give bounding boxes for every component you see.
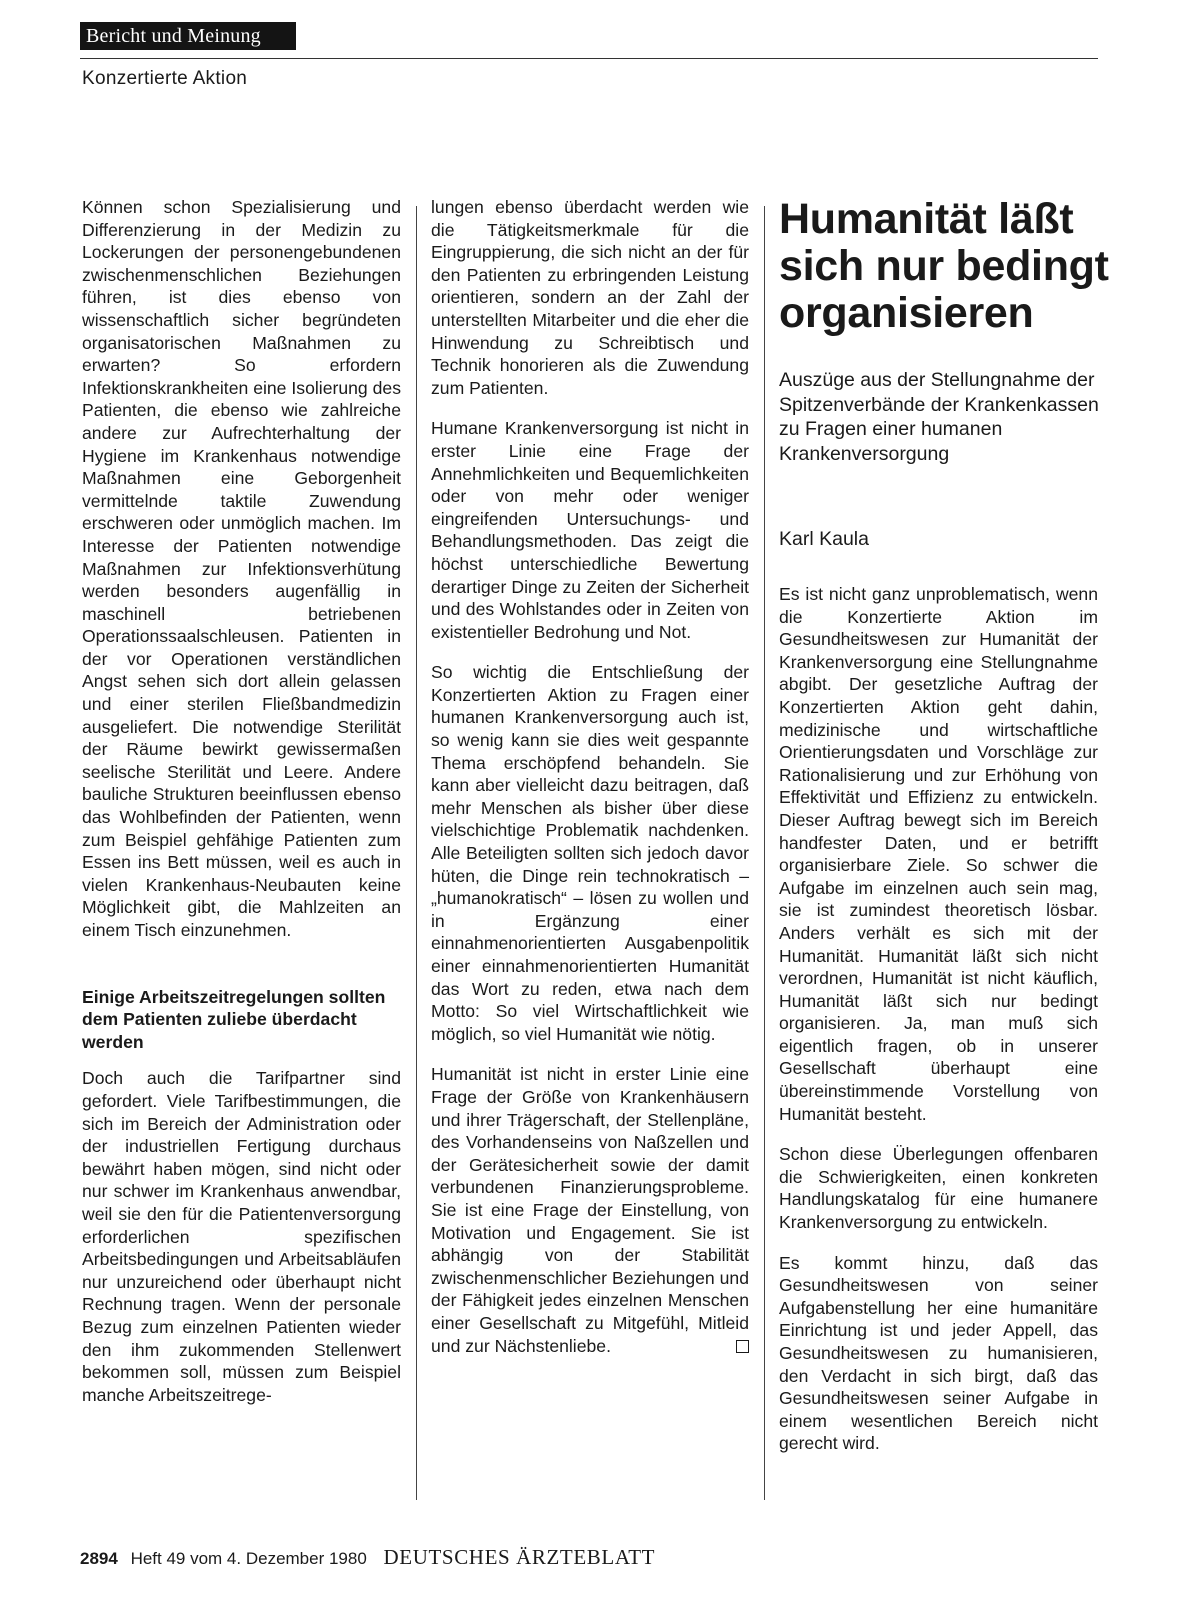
article-author: Karl Kaula (779, 528, 869, 550)
page-number: 2894 (80, 1549, 118, 1568)
paragraph: Humane Krankenversorgung ist nicht in erster Linie eine Frage der Annehmlichkeiten und Bequemlichkeiten oder von mehr oder weniger eingreifenden Untersuchungs- und Behandlungsmethoden. Das zeigt die höchst unterschiedliche Bewertung derartiger Dinge zu Zeiten der Sicherheit und des Wohlstandes oder in Zeiten von existentieller Bedrohung und Not. (431, 418, 749, 642)
paragraph: Schon diese Überlegungen offenbaren die Schwierigkeiten, einen konkreten Handlungskatalog für eine humanere Krankenversorgung zu entwickeln. (779, 1144, 1098, 1233)
paragraph: Es kommt hinzu, daß das Gesundheitswesen von seiner Aufgabenstellung her eine humanitäre Einrichtung ist und jeder Appell, das Gesundheitswesen zu humanisieren, den Verdacht in sich birgt, daß das Gesundheitswesen seiner Aufgabe in einem wesentlichen Bereich nicht gerecht wird. (779, 1252, 1098, 1454)
end-of-article-box-icon (736, 1340, 749, 1353)
page-footer (80, 1546, 655, 1570)
section-title: Konzertierte Aktion (82, 68, 248, 89)
column-divider (416, 206, 417, 1500)
paragraph-final (431, 1063, 749, 1357)
issue-info: Heft 49 vom 4. Dezember 1980 (130, 1549, 367, 1568)
paragraph: Doch auch die Tarifpartner sind gefordert. Viele Tarifbestimmungen, die sich im Bereich der Administration oder der industriellen Fertigung durchaus bewährt haben mögen, sind nicht oder nur schwer im Krankenhaus anwendbar, weil sie den für die Patientenversorgung erforderlichen spezifischen Arbeitsbedingungen und Arbeitsabläufen nur unzureichend oder überhaupt nicht Rechnung tragen. Wenn der personale Bezug zum einzelnen Patienten wieder den ihm zukommenden Stellenwert bekommen soll, müssen zum Beispiel manche Arbeitszeitrege- (82, 1068, 401, 1405)
article-column-3 (779, 583, 1098, 1455)
magazine-name: DEUTSCHES ÄRZTEBLATT (383, 1545, 656, 1569)
paragraph-text: Humanität ist nicht in erster Linie eine Frage der Größe von Krankenhäusern und ihrer Trägerschaft, der Stellenpläne, des Vorhandenseins von Naßzellen und der Gerätesicherheit sowie der damit verbundenen Finanzierungsprobleme. Sie ist eine Frage der Einstellung, von Motivation und Engagement. Sie ist abhängig von der Stabilität zwischenmenschlicher Beziehungen und der Fähigkeit jedes einzelnen Menschen einer Gesellschaft zu Mitgefühl, Mitleid und zur Nächstenliebe. (431, 1064, 749, 1356)
rubric-label: Bericht und Meinung (80, 22, 296, 50)
article-column-1 (82, 196, 401, 1406)
paragraph: So wichtig die Entschließung der Konzertierten Aktion zu Fragen einer humanen Krankenversorgung auch ist, so wenig kann sie dies weit gespannte Thema erschöpfend behandeln. Sie kann aber vielleicht dazu beitragen, daß mehr Menschen als bisher über diese vielschichtige Problematik nachdenken. Alle Beteiligten sollten sich jedoch davor hüten, die Dinge rein technokratisch – „humanokratisch“ – lösen zu wollen und in Ergänzung einer einnahmenorientierten Ausgabenpolitik einer einnahmenorientierten Humanität das Wort zu reden, etwa nach dem Motto: So viel Wirtschaftlichkeit wie möglich, so viel Humanität wie nötig. (431, 662, 749, 1044)
article-column-2 (431, 196, 749, 1357)
column-divider (764, 206, 765, 1500)
article-deck: Auszüge aus der Stellungnahme der Spitzenverbände der Krankenkassen zu Fragen einer humanen Krankenversorgung (779, 369, 1099, 465)
paragraph: lungen ebenso überdacht werden wie die Tätigkeitsmerkmale für die Eingruppierung, die sich nicht an der für den Patienten zu erbringenden Leistung orientieren, sondern an der Zahl der unterstellten Mitarbeiter und die eher die Hinwendung zu Schreibtisch und Technik honorieren als die Zuwendung zum Patienten. (431, 197, 749, 398)
header-rule (80, 58, 1098, 59)
paragraph: Können schon Spezialisierung und Differenzierung in der Medizin zu Lockerungen der personengebundenen zwischenmenschlichen Beziehungen führen, ist dies ebenso von wissenschaftlich sicher begründeten organisatorischen Maßnahmen zu erwarten? So erfordern Infektionskrankheiten eine Isolierung des Patienten, die ebenso wie zahlreiche andere zur Aufrechterhaltung der Hygiene im Krankenhaus notwendige Maßnahmen eine Geborgenheit vermittelnde taktile Zuwendung erschweren oder unmöglich machen. Im Interesse der Patienten notwendige Maßnahmen zur Infektionsverhütung werden besonders augenfällig in maschinell betriebenen Operationssaalschleusen. Patienten in der vor Operationen verständlichen Angst sehen sich dort allein gelassen und einer sterilen Fließbandmedizin ausgeliefert. Die notwendige Sterilität der Räume bewirkt gewissermaßen seelische Sterilität und Leere. Andere bauliche Strukturen beeinflussen ebenso das Wohlbefinden der Patienten, wenn zum Beispiel gehfähige Patienten zum Essen ins Bett müssen, weil es auch in vielen Krankenhaus-Neubauten keine Möglichkeit gibt, die Mahlzeiten an einem Tisch einzunehmen. (82, 197, 401, 940)
subheading: Einige Arbeitszeitregelungen sollten dem Patienten zuliebe überdacht werden (82, 986, 386, 1052)
paragraph: Es ist nicht ganz unproblematisch, wenn die Konzertierte Aktion im Gesundheitswesen zur Humanität der Krankenversorgung eine Stellungnahme abgibt. Der gesetzliche Auftrag der Konzertierten Aktion geht dahin, medizinische und wirtschaftliche Orientierungsdaten und Vorschläge zur Rationalisierung und zur Erhöhung von Effektivität und Effizienz zu entwickeln. Dieser Auftrag bewegt sich im Bereich handfester Daten, und er betrifft organisierbare Ziele. So schwer die Aufgabe im einzelnen auch sein mag, sie ist zumindest theoretisch lösbar. Anders verhält es sich mit der Humanität. Humanität läßt sich nicht verordnen, Humanität ist nicht käuflich, Humanität läßt sich nur bedingt organisieren. Ja, man muß sich eigentlich fragen, ob in unserer Gesellschaft überhaupt eine übereinstimmende Vorstellung von Humanität besteht. (779, 584, 1098, 1124)
article-headline: Humanität läßt sich nur bedingt organisieren (779, 195, 1109, 337)
